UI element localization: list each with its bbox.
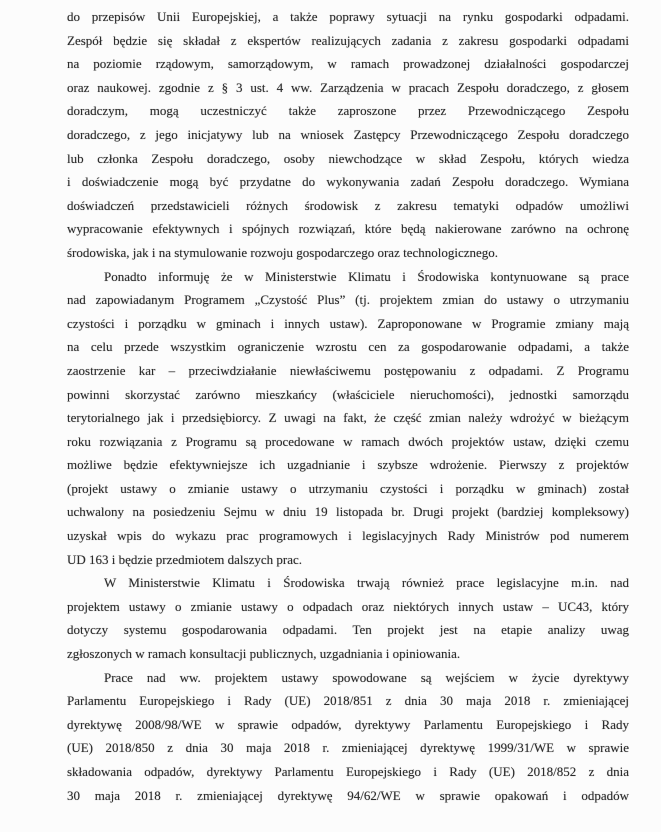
text-line: nad zapowiadanym Programem „Czystość Plus” (tj. projektem zmian do ustawy o utrzymaniu: [67, 292, 629, 308]
text-line: możliwe będzie efektywniejsze ich uzgadnianie i szybsze wdrożenie. Pierwszy z projektów: [67, 457, 629, 473]
text-line: na poziomie rządowym, samorządowym, w ramach prowadzonej działalności gospodarczej: [67, 56, 629, 72]
text-line: doświadczeń przedstawicieli różnych środowisk z zakresu tematyki odpadów umożliwi: [67, 197, 629, 213]
text-line: powinni skorzystać zarówno mieszkańcy (właściciele nieruchomości), jednostki samorządu: [67, 386, 629, 402]
text-line: (projekt ustawy o zmianie ustawy o utrzymaniu czystości i porządku w gminach) został: [67, 480, 629, 496]
text-line: projektem ustawy o zmianie ustawy o odpadach oraz niektórych innych ustaw – UC43, który: [67, 598, 629, 614]
text-line: do przepisów Unii Europejskiej, a także poprawy sytuacji na rynku gospodarki odpadami.: [67, 9, 629, 24]
text-line: terytorialnego jak i przedsiębiorcy. Z uwagi na fakt, że część zmian należy wdrożyć w bieżącym: [67, 410, 629, 426]
text-line: zgłoszonych w ramach konsultacji publicznych, uzgadniania i opiniowania.: [67, 646, 461, 662]
text-line: dyrektywę 2008/98/WE w sprawie odpadów, dyrektywy Parlamentu Europejskiego i Rady: [67, 716, 629, 732]
text-line: Ponadto informuję że w Ministerstwie Klimatu i Środowiska kontynuowane są prace: [104, 268, 629, 284]
text-line: zaostrzenie kar – przeciwdziałanie niewłaściwemu postępowaniu z odpadami. Z Programu: [67, 362, 629, 378]
paragraph: [67, 5, 629, 265]
text-line: oraz naukowej. zgodnie z § 3 ust. 4 ww. Zarządzenia w pracach Zespołu doradczego, z głosem: [67, 79, 629, 95]
text-line: UD 163 i będzie przedmiotem dalszych prac.: [67, 551, 302, 567]
text-line: i doświadczenie mogą być przydatne do wykonywania zadań Zespołu doradczego. Wymiana: [67, 174, 629, 190]
paragraph: [67, 265, 629, 572]
text-line: uchwalony na posiedzeniu Sejmu w dniu 19 listopada br. Drugi projekt (bardziej kompleksowy): [67, 504, 629, 520]
text-line: uzyskał wpis do wykazu prac programowych i legislacyjnych Rady Ministrów pod numerem: [67, 528, 629, 544]
text-line: na celu przede wszystkim ograniczenie wzrostu cen za gospodarowanie odpadami, a także: [67, 339, 629, 355]
text-line: czystości i porządku w gminach i innych ustaw). Zaproponowane w Programie zmiany mają: [67, 315, 629, 331]
paragraph: [67, 571, 629, 665]
text-line: doradczym, mogą uczestniczyć także zaproszone przez Przewodniczącego Zespołu: [67, 103, 629, 119]
text-line: W Ministerstwie Klimatu i Środowiska trwają również prace legislacyjne m.in. nad: [104, 575, 629, 591]
text-line: dotyczy systemu gospodarowania odpadami. Ten projekt jest na etapie analizy uwag: [67, 622, 629, 638]
text-line: doradczego, z jego inicjatywy lub na wniosek Zastępcy Przewodniczącego Zespołu doradczego: [67, 126, 629, 142]
text-line: środowiska, jak i na stymulowanie rozwoju gospodarczego oraz technologicznego.: [67, 244, 499, 260]
text-line: roku rozwiązania z Programu są procedowane w ramach dwóch projektów ustaw, dzięki czemu: [67, 433, 629, 449]
text-line: Prace nad ww. projektem ustawy spowodowane są wejściem w życie dyrektywy: [104, 669, 629, 685]
text-line: (UE) 2018/850 z dnia 30 maja 2018 r. zmieniającej dyrektywę 1999/31/WE w sprawie: [67, 740, 629, 756]
text-line: Parlamentu Europejskiego i Rady (UE) 2018/851 z dnia 30 maja 2018 r. zmieniającej: [67, 693, 629, 709]
document-page: [67, 5, 629, 807]
text-line: wypracowanie efektywnych i spójnych rozwiązań, które będą nakierowane zarówno na ochronę: [67, 221, 629, 237]
text-line: Zespół będzie się składał z ekspertów realizujących zadania z zakresu gospodarki odpadami: [67, 32, 629, 48]
text-line: lub członka Zespołu doradczego, osoby niewchodzące w skład Zespołu, których wiedza: [67, 150, 629, 166]
paragraph: [67, 666, 629, 808]
text-line: 30 maja 2018 r. zmieniającej dyrektywę 94/62/WE w sprawie opakowań i odpadów: [67, 787, 629, 803]
text-line: składowania odpadów, dyrektywy Parlamentu Europejskiego i Rady (UE) 2018/852 z dnia: [67, 764, 629, 779]
